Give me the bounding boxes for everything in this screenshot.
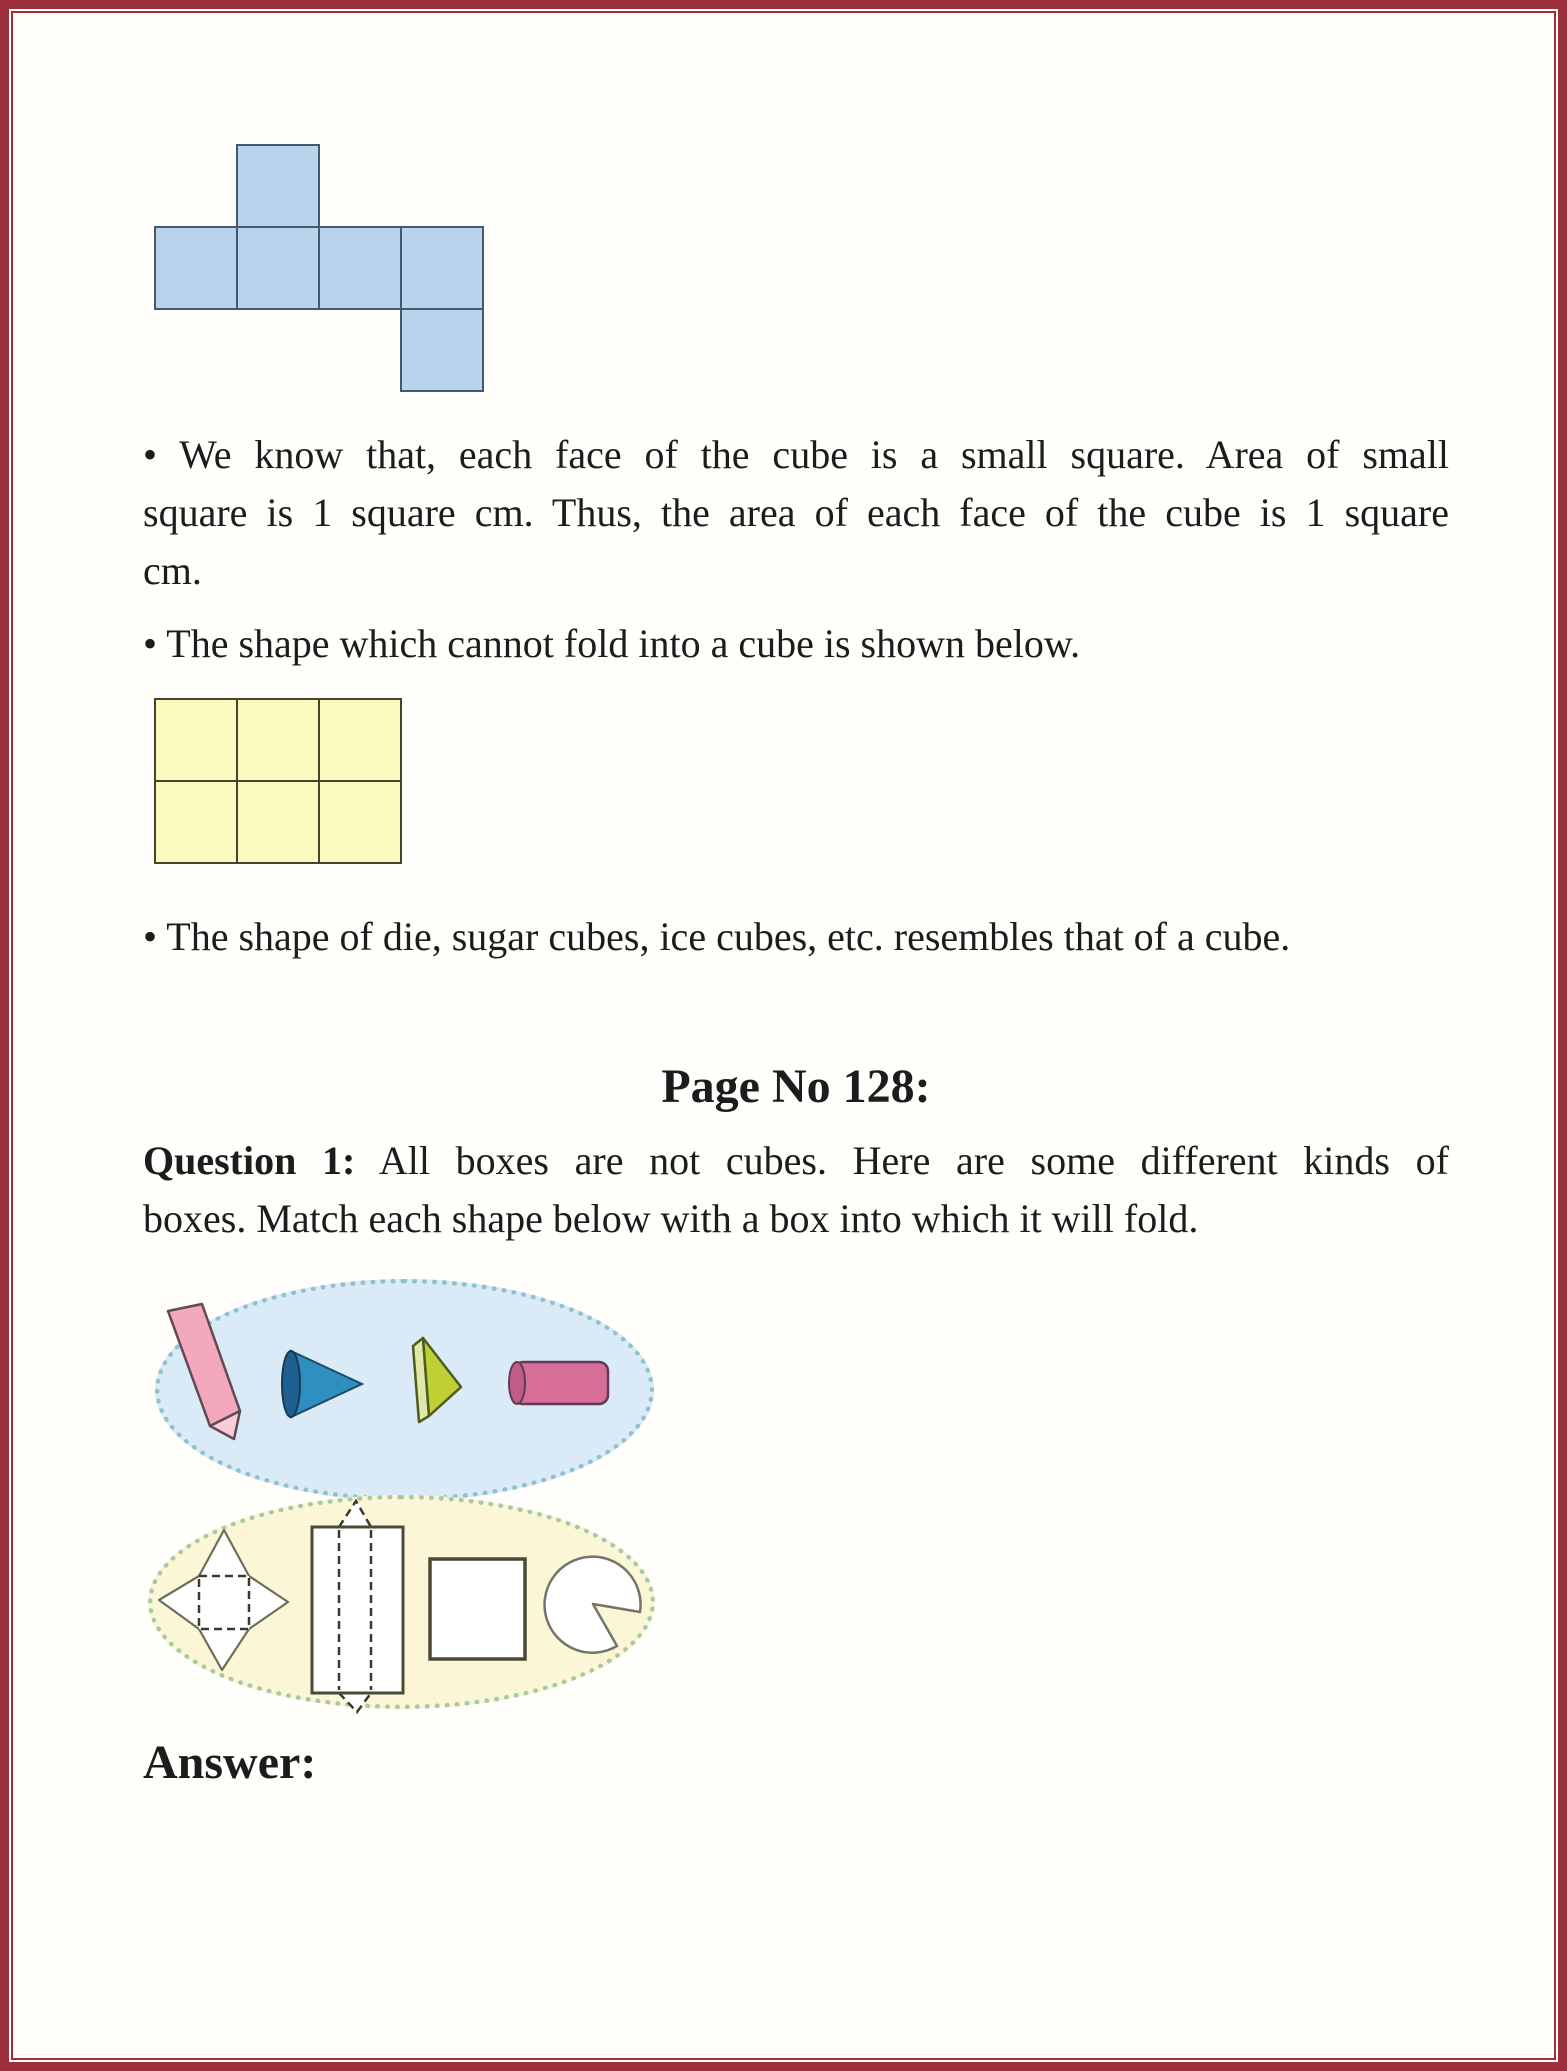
paragraph-line: boxes. Match each shape below with a box into which it will fold.: [143, 1196, 1199, 1241]
pink-cylinder-icon: [509, 1362, 608, 1404]
grid-cell: [318, 780, 402, 864]
solids-oval-figure: [160, 1284, 659, 1506]
cube-net-cell: [400, 226, 484, 310]
paragraph-line: cm.: [143, 548, 202, 593]
solids-oval: [155, 1279, 654, 1501]
bullet-paragraph-3: [143, 908, 1449, 966]
grid-cell: [236, 780, 320, 864]
square-net-icon: [430, 1559, 525, 1659]
question-label: Question 1:: [143, 1138, 356, 1183]
paragraph-line: • We know that, each face of the cube is a small square. Area of small: [143, 432, 1449, 477]
answer-label: Answer:: [143, 1736, 317, 1789]
blue-cone-icon: [282, 1351, 362, 1417]
grid-cell: [236, 698, 320, 782]
question-paragraph: [143, 1132, 1449, 1248]
cube-net-cell: [154, 226, 238, 310]
grid-cell: [154, 780, 238, 864]
nets-oval: [148, 1495, 655, 1709]
grid-cell: [318, 698, 402, 782]
cone-net-sector-icon: [545, 1557, 641, 1653]
page-heading: Page No 128:: [661, 1060, 931, 1113]
pyramid-net-star-icon: [159, 1530, 288, 1670]
pink-triangular-prism-icon: [168, 1304, 240, 1439]
non-cube-grid: [154, 698, 402, 864]
grid-cell: [154, 698, 238, 782]
cube-net: [154, 144, 486, 394]
cube-net-cell: [236, 226, 320, 310]
cube-net-cell: [318, 226, 402, 310]
prism-net-rectangle-icon: [312, 1501, 403, 1712]
paragraph-line: square is 1 square cm. Thus, the area of each face of the cube is 1 square: [143, 490, 1449, 535]
cube-net-cell: [236, 144, 320, 228]
paragraph-line: • The shape which cannot fold into a cube is shown below.: [143, 621, 1081, 666]
paragraph-line: • The shape of die, sugar cubes, ice cubes, etc. resembles that of a cube.: [143, 914, 1291, 959]
paragraph-line: [143, 1132, 1449, 1190]
nets-oval-figure: [153, 1500, 660, 1714]
bullet-paragraph-2: [143, 615, 1449, 673]
bullet-paragraph-1: [143, 426, 1449, 600]
question-text: All boxes are not cubes. Here are some different kinds of: [378, 1138, 1449, 1183]
cube-net-cell: [400, 308, 484, 392]
green-triangular-prism-icon: [413, 1338, 461, 1422]
